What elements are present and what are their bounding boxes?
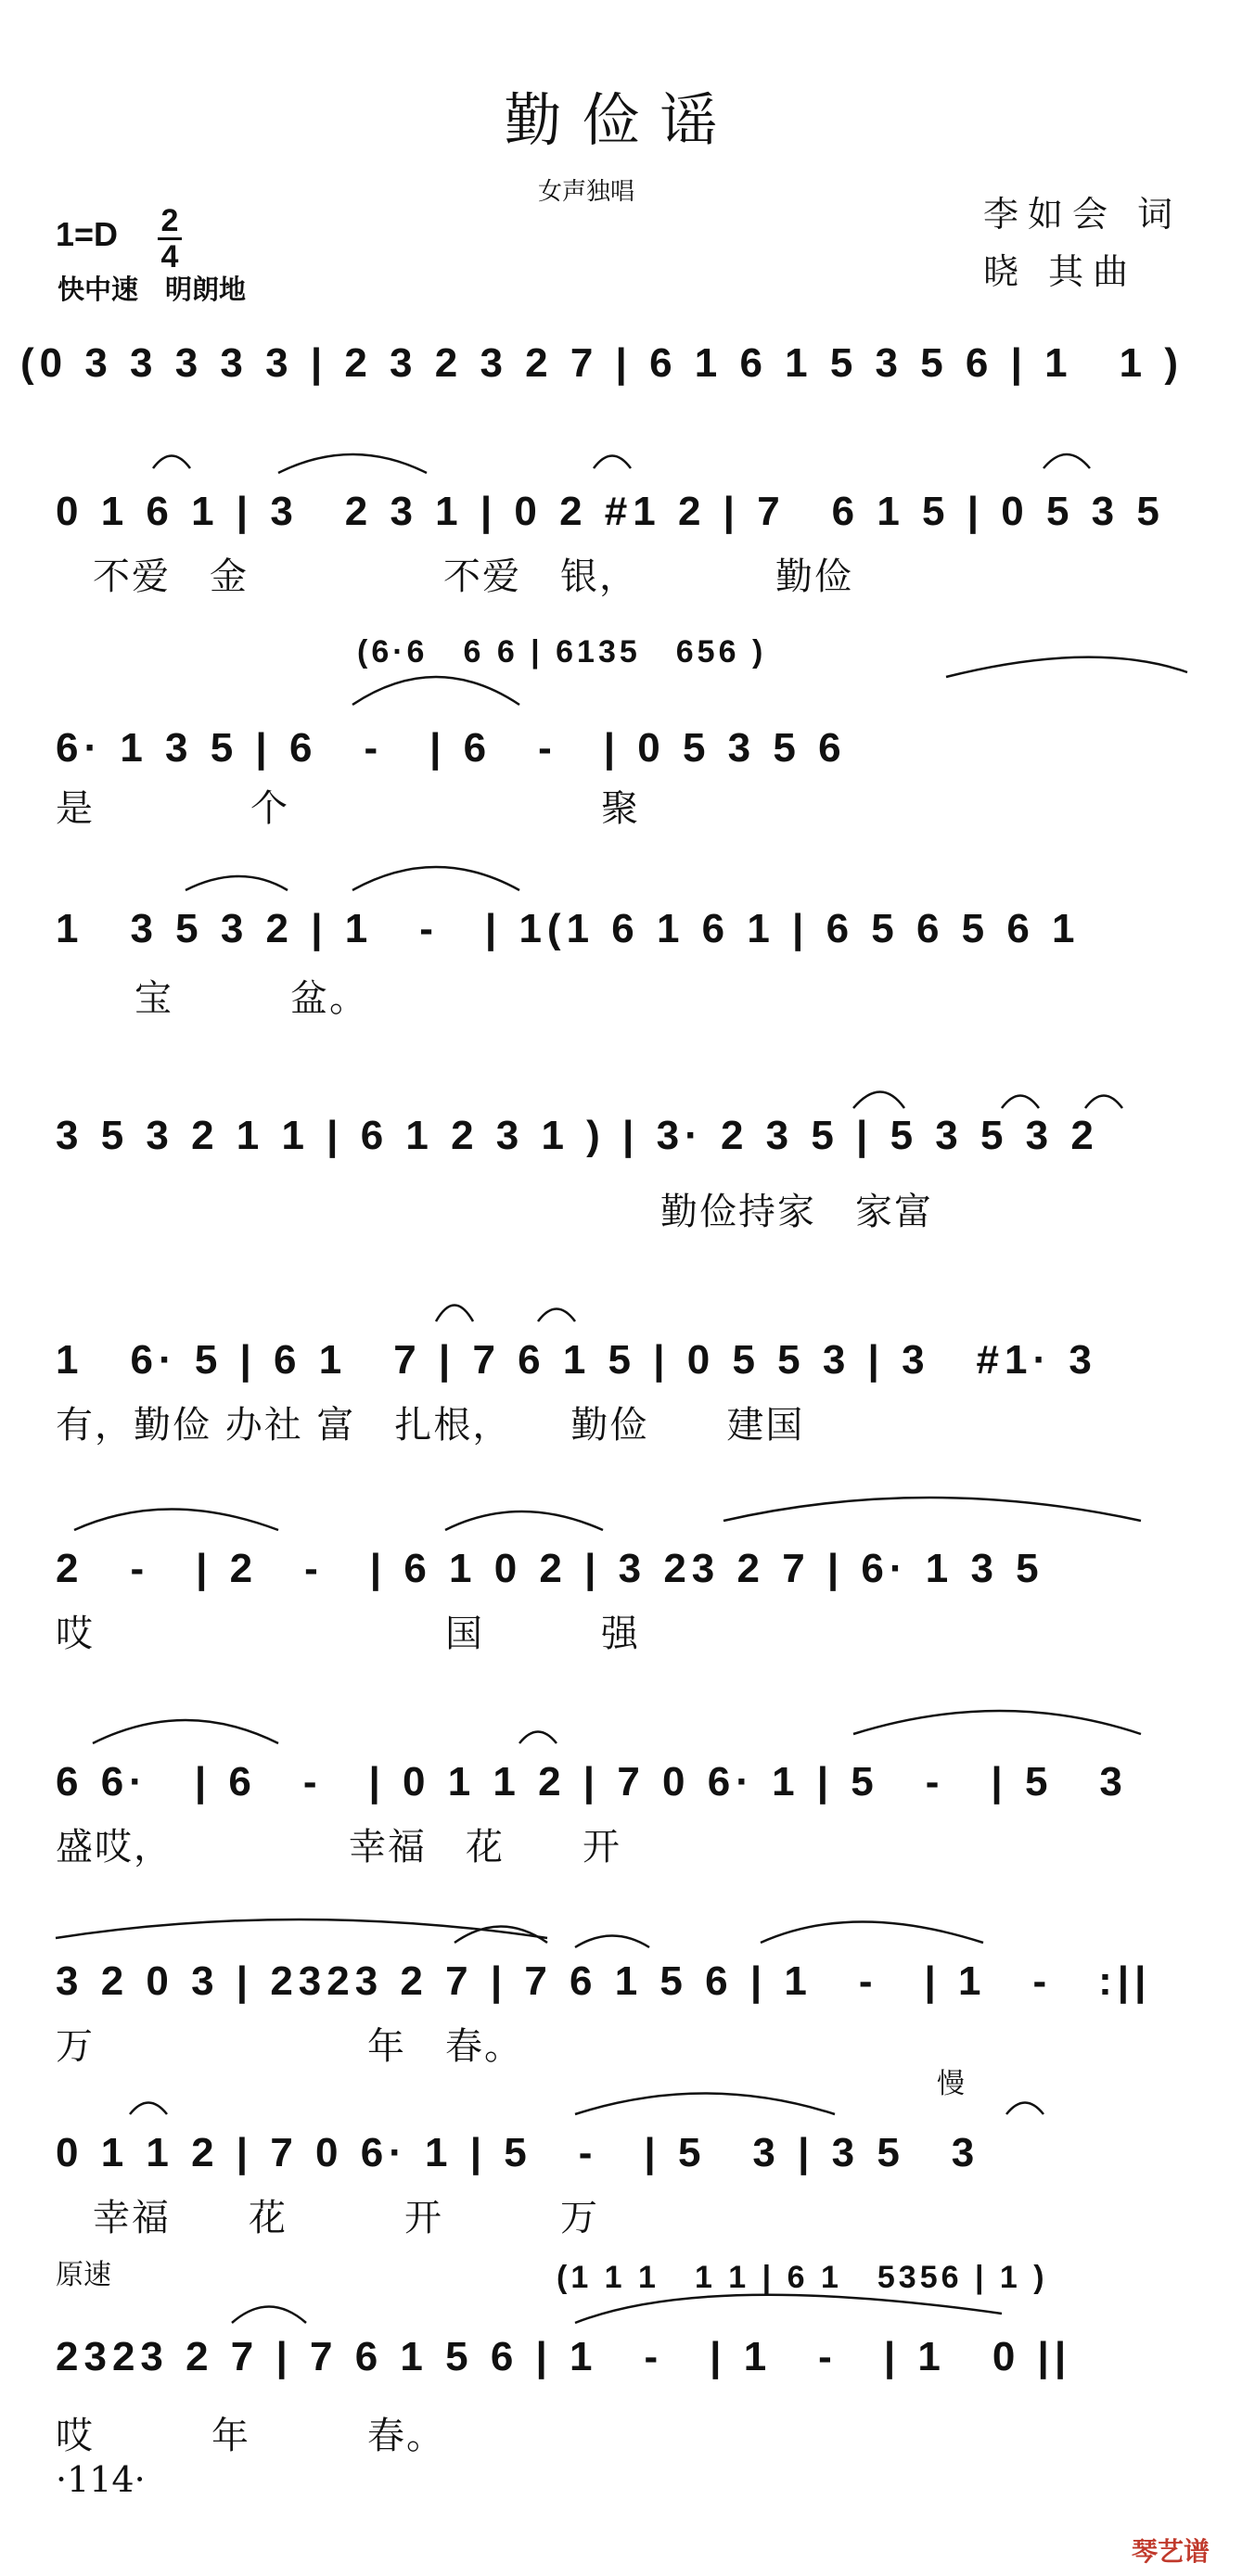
slur — [519, 1732, 557, 1744]
staff-7-notes: 2 - | 2 - | 6 1 0 2 | 3 23 2 7 | 6· 1 3 5 — [56, 1546, 1044, 1591]
lyricist-credit: 李如会 词 — [983, 194, 1183, 235]
slur — [853, 1711, 1141, 1734]
slur — [1002, 1096, 1039, 1109]
time-numerator: 2 — [160, 203, 179, 238]
slur — [352, 867, 519, 890]
slur — [575, 2094, 835, 2115]
slur — [74, 1510, 278, 1531]
staff-8-lyrics: 盛哎， 幸福 花 开 — [56, 1826, 621, 1868]
slur — [1085, 1096, 1122, 1109]
composer-credit: 晓 其曲 — [983, 251, 1138, 292]
staff-11-interlude: (1 1 1 1 1 | 6 1 5356 | 1 ) — [557, 2260, 1048, 2295]
staff-7-lyrics: 哎 国 强 — [56, 1613, 640, 1655]
slur — [1006, 2103, 1044, 2115]
slur — [575, 1936, 649, 1948]
staff-9-lyrics: 万 年 春。 — [56, 2025, 523, 2068]
staff-10-lyrics: 幸福 花 开 万 — [93, 2197, 599, 2239]
staff-1-notes: (0 3 3 3 3 3 | 2 3 2 3 2 7 | 6 1 6 1 5 3 5 6 | 1 1 ) — [20, 340, 1184, 386]
slur — [455, 1927, 547, 1944]
staff-3-interlude: (6·6 6 6 | 6135 656 ) — [357, 634, 767, 670]
staff-6-lyrics: 有，勤俭 办社 富 扎根， 勤俭 建国 — [56, 1404, 805, 1447]
time-signature — [158, 204, 182, 274]
staff-2-notes: 0 1 6 1 | 3 2 3 1 | 0 2 #1 2 | 7 6 1 5 | 0 5 3 5 — [56, 489, 1165, 534]
slur — [232, 2307, 306, 2324]
staff-10-notes: 0 1 1 2 | 7 0 6· 1 | 5 - | 5 3 | 3 5 3 — [56, 2130, 980, 2175]
performance-type: 女声独唱 — [538, 178, 635, 206]
slur — [445, 1511, 603, 1530]
page-number: ·114· — [56, 2459, 146, 2500]
slur — [946, 657, 1187, 677]
staff-5-notes: 3 5 3 2 1 1 | 6 1 2 3 1 ) | 3· 2 3 5 | 5 3 5 3 2 — [56, 1113, 1099, 1158]
slur — [153, 456, 190, 469]
tempo-marking: 快中速 明朗地 — [58, 275, 247, 305]
slur — [130, 2103, 167, 2115]
staff-3-lyrics: 是 个 聚 — [56, 787, 640, 830]
staff-3-notes: 6· 1 3 5 | 6 - | 6 - | 0 5 3 5 6 — [56, 725, 847, 771]
slur — [538, 1309, 575, 1322]
staff-4-notes: 1 3 5 3 2 | 1 - | 1(1 6 1 6 1 | 6 5 6 5 6 1 — [56, 906, 1081, 951]
slur — [436, 1306, 473, 1322]
staff-11-notes: 2323 2 7 | 7 6 1 5 6 | 1 - | 1 - | 1 0 || — [56, 2334, 1072, 2379]
staff-8-notes: 6 6· | 6 - | 0 1 1 2 | 7 0 6· 1 | 5 - | 5 3 — [56, 1759, 1128, 1804]
staff-4-lyrics: 宝 盆。 — [134, 977, 368, 1020]
slur — [575, 2295, 1002, 2323]
slur — [761, 1922, 983, 1944]
slur — [1044, 454, 1090, 468]
slur — [352, 677, 519, 705]
staff-11-lyrics: 哎 年 春。 — [56, 2415, 445, 2457]
key-signature: 1=D — [56, 215, 119, 253]
slur — [853, 1092, 904, 1109]
staff-6-notes: 1 6· 5 | 6 1 7 | 7 6 1 5 | 0 5 5 3 | 3 #1· 3 — [56, 1337, 1097, 1383]
slur — [93, 1720, 278, 1743]
staff-2-lyrics: 不爱 金 不爱 银， 勤俭 — [93, 555, 853, 598]
staff-5-lyrics: 勤俭持家 家富 — [660, 1191, 933, 1233]
slur — [723, 1498, 1141, 1521]
slur — [594, 456, 631, 469]
staff-9-notes: 3 2 0 3 | 2323 2 7 | 7 6 1 5 6 | 1 - | 1 - :|| — [56, 1958, 1152, 2004]
watermark-logo: 琴艺谱 — [1132, 2537, 1210, 2566]
slur — [56, 1919, 547, 1938]
song-title: 勤俭谣 — [504, 86, 738, 154]
slur — [186, 876, 288, 890]
original-tempo-marking: 原速 — [56, 2259, 111, 2291]
slur — [278, 454, 427, 473]
slow-marking: 慢 — [937, 2068, 965, 2100]
time-denominator: 4 — [160, 239, 179, 274]
